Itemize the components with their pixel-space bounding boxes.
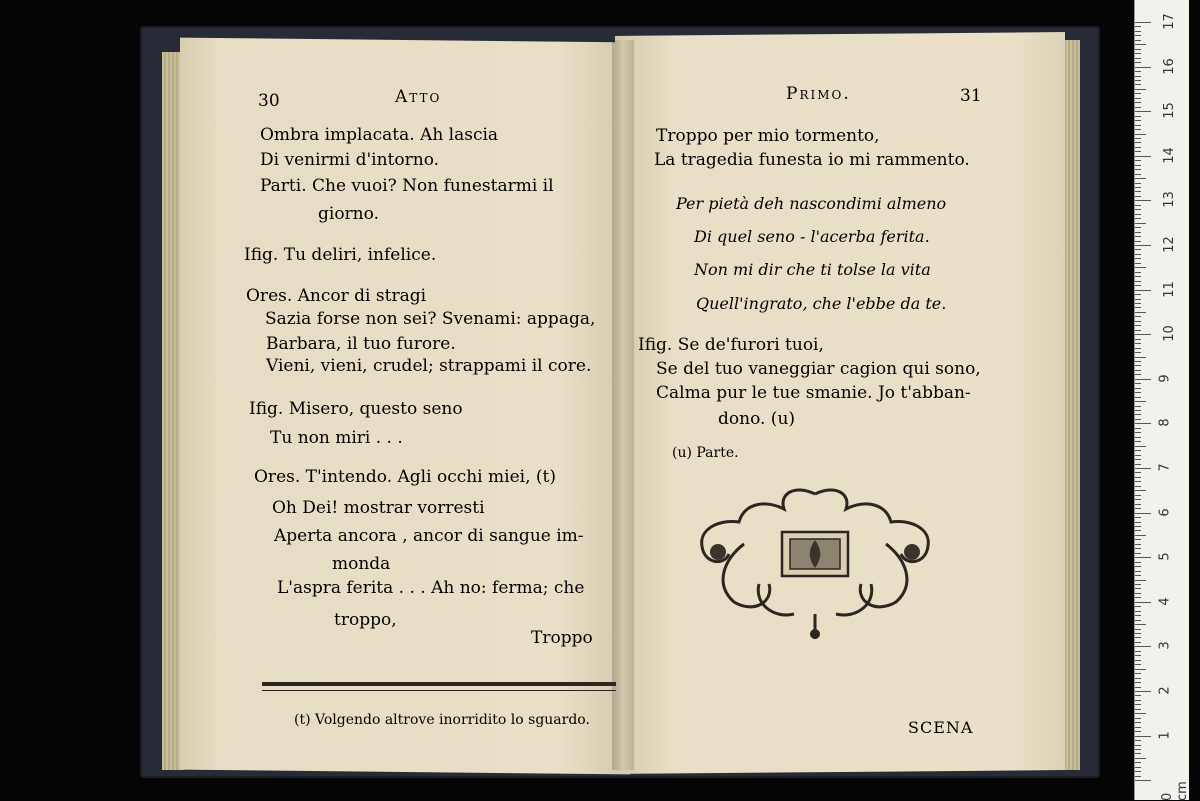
ruler-tick [1135, 678, 1141, 679]
ruler-tick [1135, 687, 1141, 688]
aria-line: Per pietà deh nascondimi almeno [676, 194, 947, 213]
book-gutter [612, 40, 634, 770]
ruler-tick [1135, 695, 1141, 696]
ruler-tick [1135, 423, 1151, 424]
ruler-tick [1135, 357, 1146, 358]
ruler-tick [1135, 450, 1141, 451]
ruler-tick [1135, 736, 1151, 737]
ruler-tick [1135, 401, 1146, 402]
ruler-tick [1135, 557, 1151, 558]
text-line: troppo, [334, 610, 397, 630]
ruler-tick [1135, 548, 1141, 549]
right-page-number: 31 [960, 86, 982, 106]
ruler-tick [1135, 236, 1141, 237]
ruler-tick [1135, 330, 1141, 331]
ruler-tick [1135, 22, 1151, 23]
ruler-tick [1135, 513, 1151, 514]
ruler-tick [1135, 196, 1141, 197]
ruler-tick [1135, 508, 1141, 509]
ruler-tick [1135, 93, 1141, 94]
ruler-tick [1135, 624, 1146, 625]
ruler-tick [1135, 611, 1141, 612]
ruler-tick [1135, 459, 1141, 460]
ruler-tick [1135, 477, 1141, 478]
text-line: Ifig. Tu deliri, infelice. [244, 245, 437, 265]
ruler-tick [1135, 441, 1141, 442]
text-line: Calma pur le tue smanie. Jo t'abban- [656, 383, 971, 403]
ruler-tick [1135, 397, 1141, 398]
text-line: giorno. [318, 204, 379, 224]
ruler-tick [1135, 762, 1141, 763]
ruler-tick [1135, 352, 1141, 353]
ruler-tick [1135, 116, 1141, 117]
ruler-tick [1135, 285, 1141, 286]
ruler-tick [1135, 111, 1151, 112]
ruler-tick [1135, 691, 1151, 692]
ruler-tick [1135, 258, 1141, 259]
text-line: Ores. T'intendo. Agli occhi miei, (t) [254, 467, 556, 487]
ruler-tick [1135, 464, 1141, 465]
ruler-tick [1135, 682, 1141, 683]
ruler-tick [1135, 490, 1146, 491]
ruler-tick [1135, 602, 1151, 603]
ruler-number: 5 [1157, 552, 1173, 561]
ruler-tick [1135, 249, 1141, 250]
ruler-tick [1135, 700, 1141, 701]
ruler-tick [1135, 165, 1141, 166]
ruler-tick [1135, 267, 1146, 268]
ruler-tick [1135, 472, 1141, 473]
ruler-tick [1135, 339, 1141, 340]
ruler-tick [1135, 535, 1146, 536]
ruler-tick [1135, 597, 1141, 598]
ruler-tick [1135, 76, 1141, 77]
ruler-tick [1135, 276, 1141, 277]
ruler-tick [1135, 35, 1141, 36]
ruler-tick [1135, 147, 1141, 148]
ruler-tick [1135, 102, 1141, 103]
ruler-tick [1135, 660, 1141, 661]
ruler-tick [1135, 312, 1146, 313]
ruler-tick [1135, 191, 1141, 192]
ruler-tick [1135, 53, 1141, 54]
ruler-number: 2 [1157, 686, 1173, 695]
text-line: monda [332, 554, 391, 574]
left-running-head: Atto [395, 87, 442, 107]
ruler-tick [1135, 419, 1141, 420]
ruler-tick [1135, 232, 1141, 233]
ruler-tick [1135, 410, 1141, 411]
ruler-tick [1135, 169, 1141, 170]
ruler-tick [1135, 294, 1141, 295]
ruler-tick [1135, 504, 1141, 505]
ruler-tick [1135, 31, 1141, 32]
text-line: Ombra implacata. Ah lascia [260, 125, 499, 145]
ruler-tick [1135, 432, 1141, 433]
ruler-tick [1135, 646, 1151, 647]
ruler-number: 1 [1157, 730, 1173, 740]
text-line: Vieni, vieni, crudel; strappami il core. [266, 356, 592, 376]
aria-line: Quell'ingrato, che l'ebbe da te. [696, 294, 947, 313]
ruler-tick [1135, 263, 1141, 264]
ruler-tick [1135, 637, 1141, 638]
ruler-tick [1135, 749, 1141, 750]
ruler-tick [1135, 205, 1141, 206]
ruler-tick [1135, 223, 1146, 224]
ruler-tick [1135, 26, 1141, 27]
ruler-tick [1135, 303, 1141, 304]
ruler-tick [1135, 588, 1141, 589]
ruler-tick [1135, 272, 1141, 273]
ruler-tick [1135, 780, 1151, 781]
ruler-tick [1135, 745, 1141, 746]
text-line: Tu non miri . . . [270, 428, 403, 448]
ruler-tick [1135, 218, 1141, 219]
text-line: Ores. Ancor di stragi [246, 286, 427, 306]
ruler-tick [1135, 655, 1141, 656]
ruler-tick [1135, 316, 1141, 317]
ruler-tick [1135, 753, 1141, 754]
ruler-tick [1135, 615, 1141, 616]
ruler-tick [1135, 80, 1141, 81]
ruler-tick [1135, 428, 1141, 429]
ruler-tick [1135, 361, 1141, 362]
ruler-tick [1135, 642, 1141, 643]
ruler-tick [1135, 406, 1141, 407]
ruler-tick [1135, 227, 1141, 228]
ruler-tick [1135, 526, 1141, 527]
ruler-tick [1135, 771, 1141, 772]
ruler-tick [1135, 722, 1141, 723]
ruler-tick [1135, 134, 1146, 135]
text-line: Di venirmi d'intorno. [260, 150, 440, 170]
ruler-tick [1135, 160, 1141, 161]
ruler-tick [1135, 414, 1141, 415]
ruler-tick [1135, 727, 1141, 728]
ruler-number: 13 [1161, 191, 1177, 209]
ruler-tick [1135, 325, 1141, 326]
ruler-tick [1135, 84, 1141, 85]
printer-ornament [684, 484, 946, 644]
ruler-tick [1135, 151, 1141, 152]
ruler-tick [1135, 374, 1141, 375]
ruler-tick [1135, 767, 1141, 768]
ruler-tick [1135, 580, 1146, 581]
ruler-number: 8 [1157, 418, 1173, 428]
footnote-rule-thin [262, 690, 616, 691]
ruler-tick [1135, 446, 1146, 447]
ruler-tick [1135, 281, 1141, 282]
ruler-number: 3 [1157, 641, 1173, 651]
text-line: Sazia forse non sei? Svenami: appaga, [265, 309, 596, 329]
ruler-tick [1135, 704, 1141, 705]
ruler-tick [1135, 98, 1141, 99]
ruler-tick [1135, 392, 1141, 393]
ruler-tick [1135, 62, 1141, 63]
ruler-tick [1135, 307, 1141, 308]
ruler-tick [1135, 651, 1141, 652]
ruler-tick [1135, 388, 1141, 389]
ruler-tick [1135, 44, 1146, 45]
ruler-tick [1135, 120, 1141, 121]
catchword: Troppo [531, 628, 593, 648]
ruler-tick [1135, 673, 1141, 674]
ruler-tick [1135, 67, 1151, 68]
ruler-tick [1135, 334, 1151, 335]
ruler-tick [1135, 758, 1146, 759]
text-line: Aperta ancora , ancor di sangue im- [274, 526, 584, 546]
ruler-tick [1135, 606, 1141, 607]
ruler-tick [1135, 71, 1141, 72]
ruler-tick [1135, 575, 1141, 576]
ruler-tick [1135, 156, 1151, 157]
ruler-tick [1135, 455, 1141, 456]
ruler-number: 9 [1157, 374, 1173, 383]
ruler-tick [1135, 178, 1146, 179]
ruler-tick [1135, 495, 1141, 496]
text-line: dono. (u) [718, 409, 796, 429]
ruler-tick [1135, 553, 1141, 554]
ruler-tick [1135, 664, 1141, 665]
aria-line: Di quel seno - l'acerba ferita. [694, 227, 930, 246]
ruler-tick [1135, 183, 1141, 184]
ruler-number: 4 [1157, 597, 1173, 606]
ruler-tick [1135, 468, 1151, 469]
right-catchword: SCENA [908, 718, 974, 737]
ruler-number: 0 cm [1160, 781, 1190, 801]
footnote-rule [262, 682, 616, 686]
ruler-tick [1135, 530, 1141, 531]
ruler-tick [1135, 713, 1146, 714]
ruler-number: 11 [1161, 280, 1177, 298]
text-line: Oh Dei! mostrar vorresti [272, 498, 485, 518]
ruler-tick [1135, 517, 1141, 518]
ruler-tick [1135, 620, 1141, 621]
ruler-tick [1135, 740, 1141, 741]
ruler-tick [1135, 125, 1141, 126]
ruler-tick [1135, 593, 1141, 594]
ruler-tick [1135, 58, 1141, 59]
ruler-number: 7 [1157, 463, 1173, 472]
ruler-number: 10 [1161, 325, 1177, 342]
ruler-tick [1135, 142, 1141, 143]
ruler-tick [1135, 89, 1146, 90]
ruler-tick [1135, 522, 1141, 523]
text-line: Parti. Che vuoi? Non funestarmi il [260, 176, 554, 196]
text-line: Barbara, il tuo furore. [266, 334, 456, 354]
ruler-tick [1135, 138, 1141, 139]
ruler-tick [1135, 544, 1141, 545]
ruler-tick [1135, 49, 1141, 50]
right-footnote: (u) Parte. [672, 445, 739, 461]
ruler-tick [1135, 365, 1141, 366]
ruler-tick [1135, 40, 1141, 41]
ruler-tick [1135, 321, 1141, 322]
ruler-number: 12 [1161, 236, 1177, 253]
ruler-tick [1135, 254, 1141, 255]
measuring-ruler [1134, 0, 1189, 800]
left-footnote: (t) Volgendo altrove inorridito lo sguardo. [294, 712, 590, 728]
ruler-tick [1135, 370, 1141, 371]
right-running-head: Primo. [786, 84, 851, 104]
ruler-tick [1135, 290, 1151, 291]
text-line: Troppo per mio tormento, [656, 126, 880, 146]
text-line: Se del tuo vaneggiar cagion qui sono, [656, 359, 981, 379]
ruler-tick [1135, 566, 1141, 567]
ruler-tick [1135, 107, 1141, 108]
ruler-tick [1135, 486, 1141, 487]
ruler-number: 15 [1161, 102, 1177, 119]
ruler-tick [1135, 200, 1151, 201]
ruler-tick [1135, 562, 1141, 563]
ruler-number: 17 [1161, 13, 1177, 30]
left-page-number: 30 [258, 91, 280, 111]
ruler-tick [1135, 241, 1141, 242]
ruler-tick [1135, 776, 1141, 777]
ruler-tick [1135, 383, 1141, 384]
ruler-tick [1135, 669, 1146, 670]
ruler-tick [1135, 437, 1141, 438]
ruler-tick [1135, 499, 1141, 500]
ruler-number: 16 [1161, 57, 1177, 75]
text-line: Ifig. Misero, questo seno [249, 399, 463, 419]
text-line: La tragedia funesta io mi rammento. [654, 150, 970, 170]
text-line: Ifig. Se de'furori tuoi, [638, 335, 824, 355]
ruler-tick [1135, 731, 1141, 732]
ruler-tick [1135, 629, 1141, 630]
ruler-tick [1135, 481, 1141, 482]
ruler-tick [1135, 718, 1141, 719]
aria-line: Non mi dir che ti tolse la vita [694, 260, 931, 279]
ruler-tick [1135, 539, 1141, 540]
ruler-tick [1135, 379, 1151, 380]
ruler-tick [1135, 214, 1141, 215]
ruler-tick [1135, 187, 1141, 188]
ruler-tick [1135, 348, 1141, 349]
ruler-number: 6 [1157, 507, 1173, 517]
ruler-tick [1135, 343, 1141, 344]
ruler-tick [1135, 245, 1151, 246]
ruler-tick [1135, 709, 1141, 710]
ruler-tick [1135, 571, 1141, 572]
ruler-tick [1135, 299, 1141, 300]
text-line: L'aspra ferita . . . Ah no: ferma; che [277, 578, 585, 598]
ruler-tick [1135, 633, 1141, 634]
ruler-tick [1135, 584, 1141, 585]
ruler-tick [1135, 174, 1141, 175]
ruler-number: 14 [1161, 147, 1177, 164]
ruler-tick [1135, 129, 1141, 130]
ruler-tick [1135, 209, 1141, 210]
